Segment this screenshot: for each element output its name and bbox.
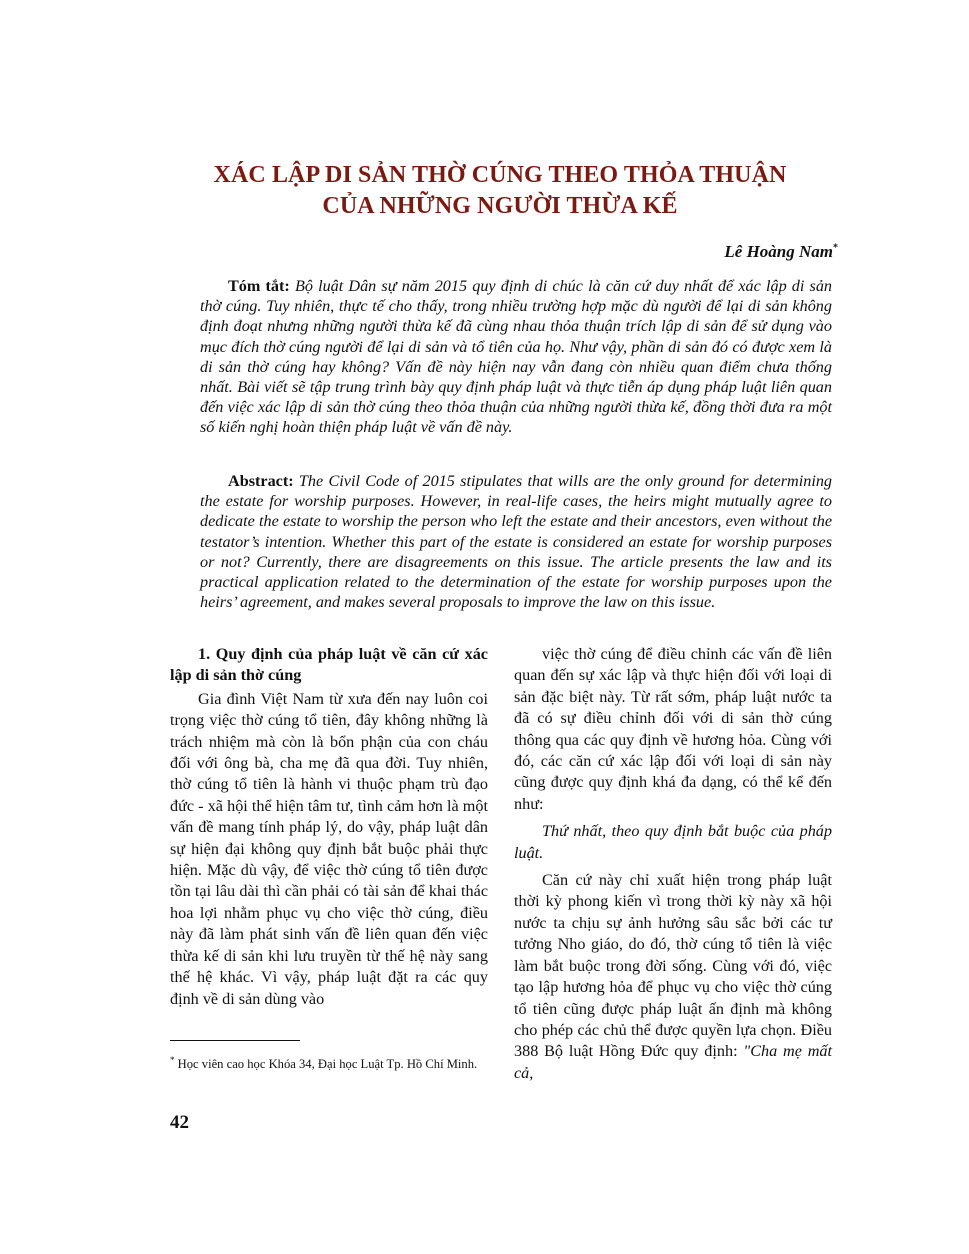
abstract-en-text: The Civil Code of 2015 stipulates that wills are the only ground for determining the estate for worship purposes. However, in real-life cases, the heirs might mutually agree to dedicate the estate to worship the person who left the estate and their ancestors, even without the testator’s intention. Whether this part of the estate is considered an estate for worship purposes or not? Currently, there are disagreements on this issue. The article presents the law and its practical application related to the determination of the estate for worship purposes upon the heirs’ agreement, and makes several proposals to improve the law on this issue. bbox=[200, 472, 833, 612]
footnote-marker: * bbox=[170, 1055, 175, 1065]
body-column-right bbox=[514, 644, 832, 1084]
body-paragraph: việc thờ cúng để điều chỉnh các vấn đề liên quan đến sự xác lập và thực hiện đối với loại di sản đặc biệt này. Từ rất sớm, pháp luật nước ta đã có sự điều chỉnh đối với di sản thờ cúng thông qua các quy định về hương hỏa. Cùng với đó, các căn cứ xác lập đối với loại di sản này cũng được quy định khá đa dạng, có thể kể đến như: bbox=[514, 645, 832, 813]
page-number: 42 bbox=[170, 1112, 189, 1133]
title-line-2: CỦA NHỮNG NGƯỜI THỪA KẾ bbox=[322, 193, 678, 219]
article-title bbox=[150, 160, 850, 222]
footnote-text: Học viên cao học Khóa 34, Đại học Luật Tp. Hồ Chí Minh. bbox=[177, 1057, 478, 1072]
quote-start: "Cha mẹ mất cả, bbox=[514, 1042, 832, 1082]
author-footnote-marker: * bbox=[833, 242, 838, 254]
title-line-1: XÁC LẬP DI SẢN THỜ CÚNG THEO THỎA THUẬN bbox=[213, 162, 787, 188]
abstract-english bbox=[200, 471, 832, 612]
abstract-vi-label: Tóm tắt: bbox=[228, 277, 290, 295]
body-text: Căn cứ này chỉ xuất hiện trong pháp luật thời kỳ phong kiến vì trong thời kỳ này xã hội nước ta chịu sự ảnh hưởng sâu sắc bởi các tư tưởng Nho giáo, do đó, thờ cúng tổ tiên là việc làm bắt buộc trong đời sống. Cùng với đó, việc tạo lập hương hỏa để phục vụ cho việc thờ cúng tổ tiên cũng được pháp luật ấn định mà không cho phép các chủ thể được quyền lựa chọn. Điều 388 Bộ luật Hồng Đức quy định: bbox=[514, 871, 832, 1061]
section-heading: 1. Quy định của pháp luật về căn cứ xác lập di sản thờ cúng bbox=[170, 645, 488, 685]
footnote-divider bbox=[170, 1040, 300, 1041]
abstract-en-label: Abstract: bbox=[228, 472, 294, 490]
body-column-left bbox=[170, 644, 488, 1010]
subheading-paragraph: Thứ nhất, theo quy định bắt buộc của pháp luật. bbox=[514, 822, 832, 862]
abstract-vi-text: Bộ luật Dân sự năm 2015 quy định di chúc là căn cứ duy nhất để xác lập di sản thờ cúng. Tuy nhiên, thực tế cho thấy, trong nhiều trường hợp mặc dù người để lại di sản không định đoạt nhưng những người thừa kế đã cùng nhau thỏa thuận trích lập di sản để sử dụng vào mục đích thờ cúng người để lại di sản và tổ tiên của họ. Như vậy, phần di sản đó có được xem là di sản thờ cúng hay không? Vấn đề này hiện nay vẫn đang còn nhiều quan điểm chưa thống nhất. Bài viết sẽ tập trung trình bày quy định pháp luật và thực tiễn áp dụng pháp luật liên quan đến việc xác lập di sản thờ cúng theo thỏa thuận của những người thừa kế, đồng thời đưa ra một số kiến nghị hoàn thiện pháp luật về vấn đề này. bbox=[200, 277, 833, 437]
author-name: Lê Hoàng Nam bbox=[724, 242, 833, 261]
author-byline bbox=[724, 242, 838, 262]
body-paragraph: Gia đình Việt Nam từ xưa đến nay luôn coi trọng việc thờ cúng tổ tiên, đây không những là trách nhiệm mà còn là bổn phận của con cháu đối với ông bà, cha mẹ đã qua đời. Tuy nhiên, thờ cúng tổ tiên là hành vi thuộc phạm trù đạo đức - xã hội thể hiện tâm tư, tình cảm hơn là một vấn đề mang tính pháp lý, do vậy, pháp luật dân sự hiện đại không quy định bắt buộc phải thực hiện. Mặc dù vậy, để việc thờ cúng tổ tiên được tồn tại lâu dài thì cần phải có tài sản để khai thác hoa lợi nhằm phục vụ cho việc thờ cúng, điều này đã làm phát sinh vấn đề liên quan đến việc thừa kế di sản khi lưu truyền từ thế hệ này sang thế hệ khác. Vì vậy, pháp luật đặt ra các quy định về di sản dùng vào bbox=[170, 689, 488, 1008]
body-paragraph bbox=[514, 870, 832, 1084]
footnote bbox=[170, 1052, 488, 1073]
abstract-vietnamese bbox=[200, 276, 832, 438]
